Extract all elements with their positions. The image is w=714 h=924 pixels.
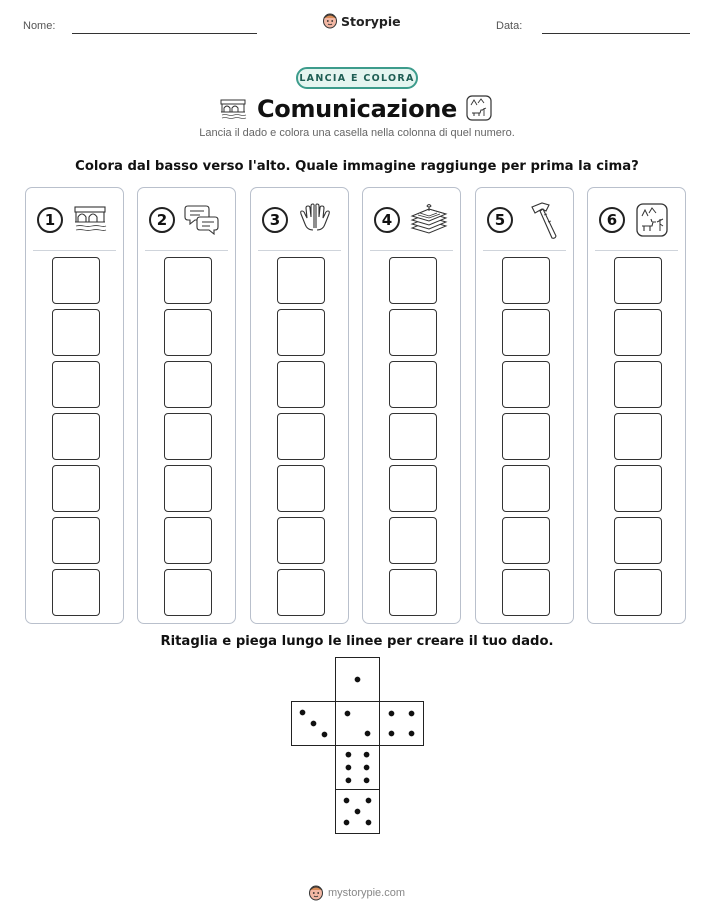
color-box[interactable] [614, 517, 662, 564]
dice-face [335, 745, 380, 790]
color-box[interactable] [502, 309, 550, 356]
column-header [363, 200, 460, 240]
cave-painting-icon [465, 94, 493, 122]
dice-pip [409, 731, 415, 737]
name-line[interactable] [72, 33, 257, 34]
column-divider [33, 250, 116, 251]
page-title: Comunicazione [256, 95, 458, 123]
dice-pip [364, 752, 370, 758]
activity-tag: LANCIA E COLORA [296, 67, 418, 89]
column-header [26, 200, 123, 240]
column-4 [362, 187, 461, 624]
column-header [588, 200, 685, 240]
dice-pip [389, 711, 395, 717]
color-box[interactable] [614, 309, 662, 356]
hammer-icon [522, 202, 558, 242]
column-1 [25, 187, 124, 624]
column-divider [258, 250, 341, 251]
date-line[interactable] [542, 33, 690, 34]
color-box[interactable] [389, 569, 437, 616]
column-number: 1 [37, 207, 63, 233]
color-box[interactable] [52, 361, 100, 408]
color-box[interactable] [502, 465, 550, 512]
dice-pip [409, 711, 415, 717]
dice-pip [345, 711, 351, 717]
column-divider [595, 250, 678, 251]
column-number: 2 [149, 207, 175, 233]
color-box[interactable] [614, 465, 662, 512]
color-box[interactable] [164, 257, 212, 304]
brand-logo [322, 12, 401, 30]
color-box[interactable] [164, 465, 212, 512]
newspaper-stack-icon [409, 202, 449, 236]
aqueduct-icon [72, 202, 108, 234]
footer-url: mystorypie.com [328, 887, 406, 899]
cave-painting-icon [634, 202, 670, 238]
dice-face [291, 701, 336, 746]
dice-pip [344, 820, 350, 826]
name-label: Nome: [23, 20, 56, 32]
column-divider [370, 250, 453, 251]
color-box[interactable] [52, 569, 100, 616]
color-box[interactable] [52, 465, 100, 512]
speech-bubbles-icon [184, 202, 220, 236]
dice-face [335, 657, 380, 702]
dice-pip [366, 798, 372, 804]
color-box[interactable] [389, 309, 437, 356]
date-label: Data: [496, 20, 523, 32]
dice-pip [355, 809, 361, 815]
color-box[interactable] [52, 413, 100, 460]
color-box[interactable] [502, 413, 550, 460]
color-box[interactable] [277, 361, 325, 408]
column-5 [475, 187, 574, 624]
pie-mascot-icon [308, 884, 324, 902]
dice-pip [366, 820, 372, 826]
footer [308, 884, 405, 902]
dice-pip [344, 798, 350, 804]
dice-pip [300, 710, 306, 716]
color-box[interactable] [164, 361, 212, 408]
color-box[interactable] [614, 257, 662, 304]
cut-instruction: Ritaglia e piega lungo le linee per creare il tuo dado. [160, 634, 554, 649]
column-3 [250, 187, 349, 624]
brand-name: Storypie [341, 13, 401, 29]
column-header [138, 200, 235, 240]
title-row [0, 92, 714, 126]
column-header [251, 200, 348, 240]
pie-mascot-icon [322, 12, 338, 30]
color-box[interactable] [164, 517, 212, 564]
color-box[interactable] [277, 413, 325, 460]
coloring-instruction: Colora dal basso verso l'alto. Quale immagine raggiunge per prima la cima? [75, 159, 639, 174]
color-box[interactable] [164, 413, 212, 460]
column-2 [137, 187, 236, 624]
color-box[interactable] [614, 413, 662, 460]
column-divider [145, 250, 228, 251]
color-box[interactable] [277, 309, 325, 356]
dice-face [335, 789, 380, 834]
dice-pip [364, 778, 370, 784]
color-box[interactable] [614, 569, 662, 616]
color-box[interactable] [52, 309, 100, 356]
color-box[interactable] [502, 569, 550, 616]
color-box[interactable] [277, 517, 325, 564]
dice-face [335, 701, 380, 746]
dice-face [379, 701, 424, 746]
page-subtitle: Lancia il dado e colora una casella nella colonna di quel numero. [199, 127, 515, 139]
color-box[interactable] [164, 569, 212, 616]
dice-pip [389, 731, 395, 737]
column-number: 4 [374, 207, 400, 233]
color-box[interactable] [614, 361, 662, 408]
color-box[interactable] [52, 257, 100, 304]
column-number: 6 [599, 207, 625, 233]
color-box[interactable] [502, 361, 550, 408]
color-box[interactable] [277, 569, 325, 616]
dice-pip [355, 677, 361, 683]
dice-pip [311, 721, 317, 727]
open-hands-icon [297, 202, 333, 234]
color-box[interactable] [502, 517, 550, 564]
column-6 [587, 187, 686, 624]
color-box[interactable] [277, 257, 325, 304]
color-box[interactable] [502, 257, 550, 304]
color-box[interactable] [164, 309, 212, 356]
dice-pip [365, 731, 371, 737]
column-divider [483, 250, 566, 251]
color-box[interactable] [389, 465, 437, 512]
column-number: 5 [487, 207, 513, 233]
dice-pip [346, 778, 352, 784]
color-box[interactable] [277, 465, 325, 512]
color-box[interactable] [389, 361, 437, 408]
column-number: 3 [262, 207, 288, 233]
color-box[interactable] [389, 413, 437, 460]
dice-pip [322, 732, 328, 738]
dice-pip [346, 765, 352, 771]
color-box[interactable] [389, 517, 437, 564]
color-box[interactable] [389, 257, 437, 304]
color-box[interactable] [52, 517, 100, 564]
dice-pip [346, 752, 352, 758]
column-header [476, 200, 573, 240]
dice-pip [364, 765, 370, 771]
